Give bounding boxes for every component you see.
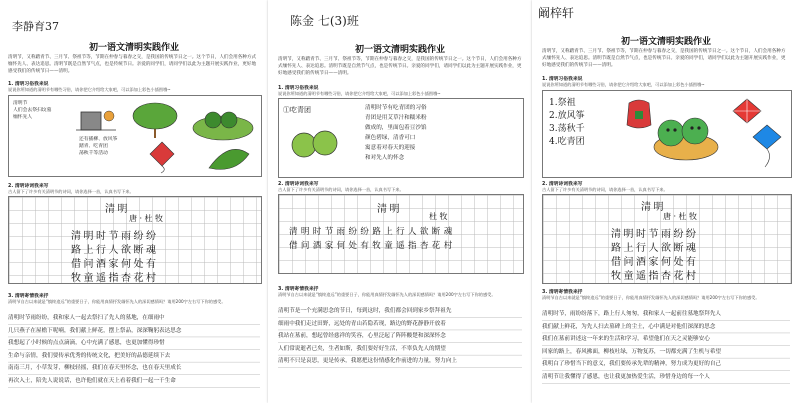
custom-label: ①吃青团 xyxy=(283,106,311,114)
custom-item: 3.荡秋千 xyxy=(549,124,585,134)
intro-text: 清明节，又称踏青节、三月节、祭祖节等，节期在仲春与暮春之交，是我国的传统节日之一。这个节日，人们会用各种方式缅怀先人、表达追思。清明节既是自然节气点，也是传统节日。亲爱的同学们，请同学们以此为主题开展实践作业，更好地感受我们的传统节日——清明。 xyxy=(278,57,522,76)
worksheet-1 xyxy=(0,0,268,403)
poem-title: 清明 xyxy=(377,204,402,215)
student-name: 李静育37 xyxy=(12,20,59,33)
poem-title: 清明 xyxy=(105,204,130,215)
section-2-prompt: 古人留下了许多有关清明节的诗词，请你选择一首，认真书写下来。 xyxy=(8,189,134,194)
poem-grid xyxy=(542,194,792,284)
essay-line: 清明节是一个充满思念的节日，每到这时，我们都会回到家乡祭拜祖先 xyxy=(278,308,452,314)
worksheet-3 xyxy=(532,0,800,403)
section-3-prompt: 清明节自古以来就是“慎终追远”的重要日子，你能用真情抒发缅怀先人的深切感情吗？请用200字左右写下你的感受。 xyxy=(542,295,760,300)
leaf-drawing-icon xyxy=(205,144,253,172)
assignment-title: 初一语文清明实践作业 xyxy=(88,43,179,53)
custom-item: 1.祭祖 xyxy=(549,98,576,108)
assignment-title: 初一语文清明实践作业 xyxy=(354,45,445,55)
section-3-heading: 3. 清明寄情我来抒 xyxy=(542,290,583,295)
essay-line: 生命与亲情，我们要传承优秀的传统文化，把美好的品德延续下去 xyxy=(8,352,171,359)
section-1-prompt: 说说你所知道的清明节有哪些习俗，请你把它介绍给大家吧，可以添加上彩色小插图哦~ xyxy=(278,91,441,96)
custom-note: 人们会去祭扫坟墓 xyxy=(13,108,52,113)
qingtuan-plate-drawing-icon xyxy=(191,102,255,142)
poem-line-2: 路上行人欲断魂 xyxy=(611,243,699,254)
section-3-heading: 3. 清明寄情我来抒 xyxy=(8,294,49,299)
customs-box xyxy=(542,90,792,178)
section-1-heading: 1. 清明习俗我来说 xyxy=(8,82,49,87)
poem-line-3: 借问酒家何处有 xyxy=(71,259,159,270)
custom-note: 寓意着对春天的迎接 xyxy=(365,145,416,151)
student-name: 阚梓轩 xyxy=(538,6,575,20)
section-2-prompt: 古人留下了许多有关清明节的诗词，请你选择一首，认真书写下来。 xyxy=(542,187,668,192)
customs-box xyxy=(278,98,524,178)
intro-text: 清明节，又称踏青节、三月节、祭祖节等，节期在仲春与暮春之交，是我国的传统节日之一。这个节日，人们会用各种方式缅怀先人、表达追思。清明节既是自然节气点，也是传统节日。亲爱的同学们，请同学们以此为主题开展实践作业，更好地感受我们的传统节日——清明。 xyxy=(542,49,786,68)
custom-note: 和对先人的怀念 xyxy=(365,155,405,161)
essay-line: 我想起了小时候的点点滴滴，心中充满了感恩，也更加懂得珍惜 xyxy=(8,340,165,347)
customs-notes xyxy=(365,103,519,163)
custom-note: 做成的，里面包着豆沙馅 xyxy=(365,125,427,131)
custom-note: 还有插柳、放风筝 xyxy=(79,137,118,142)
poem-line-4: 牧童遥指杏花村 xyxy=(611,271,699,282)
essay-line: 细雨中我们走过田野，远处的青山若隐若现，路边的野花静静开放着 xyxy=(278,320,446,327)
essay-line: 回家的路上，春风拂面，柳枝吐绿，万物复苏，一切都充满了生机与希望 xyxy=(542,348,722,355)
custom-note: 颜色碧绿，清香可口 xyxy=(365,135,416,141)
qingtuan-bowl-drawing-icon xyxy=(651,105,721,163)
poem-line-2: 路上行人欲断魂 xyxy=(71,245,159,256)
essay-line: 清明时节雨纷纷，我和家人一起去祭扫了先人的墓地，在细雨中 xyxy=(8,315,165,321)
section-1-prompt: 说说你所知道的清明节有哪些习俗，请你把它介绍给大家吧，可以添加上彩色小插图哦~ xyxy=(542,82,705,87)
essay-line: 清明节让我懂得了感恩，也让我更加热爱生活，珍惜身边的每一个人 xyxy=(542,373,710,380)
essay-line: 几只燕子在屋檐下呢喃，我们献上鲜花，摆上祭品，深深鞠躬表达思念 xyxy=(8,327,182,334)
section-2-heading: 2. 清明诗词我来写 xyxy=(278,182,319,187)
essay-area xyxy=(542,308,790,386)
section-3-heading: 3. 清明寄情我来抒 xyxy=(278,287,319,292)
poem-line-2: 借问酒家何处有牧童遥指杏花村 xyxy=(289,241,456,251)
essay-line: 清明不只是哀思，更是传承，我愿把这份情感化作前进的力量，努力向上 xyxy=(278,358,458,365)
customs-box xyxy=(8,95,262,177)
essay-line: 我明白了珍惜当下的意义，我们要传承先辈的精神，努力成为更好的自己 xyxy=(542,361,722,368)
essay-line: 人们常说逝者已矣，生者如斯，我们要好好生活，不辜负先人的期望 xyxy=(278,345,446,352)
poem-grid xyxy=(8,196,262,284)
poem-title: 清明 xyxy=(641,202,666,213)
assignment-title: 初一语文清明实践作业 xyxy=(620,37,711,47)
poem-line-1: 清明时节雨纷纷 xyxy=(611,229,699,240)
poem-author: 杜牧 xyxy=(429,212,450,221)
essay-area xyxy=(8,312,260,390)
section-3-prompt: 清明节自古以来就是“慎终追远”的重要日子，你能用真情抒发缅怀先人的深切感情吗？请用200字左右写下你的感受。 xyxy=(8,299,226,304)
section-1-prompt: 说说你所知道的清明节有哪些习俗，请你把它介绍给大家吧，可以添加上彩色小插图哦~ xyxy=(8,87,171,92)
essay-line: 我们献上鲜花，为先人扫去墓碑上的尘土，心中满是对他们深深的思念 xyxy=(542,323,716,330)
qingtuan-drawing-icon xyxy=(289,123,339,163)
kites-drawing-icon xyxy=(729,97,785,173)
section-3-prompt: 清明节自古以来就是“慎终追远”的重要日子，你能用真情抒发缅怀先人的深切感情吗？请用200字左右写下你的感受。 xyxy=(278,292,496,297)
custom-note: 踏青、吃青团 xyxy=(79,144,108,149)
poem-line-3: 借问酒家何处有 xyxy=(611,257,699,268)
poem-line-1: 清明时节雨纷纷路上行人欲断魂 xyxy=(289,227,456,237)
kite-drawing-icon xyxy=(147,140,177,174)
custom-note: 缅怀先人 xyxy=(13,115,33,120)
poem-line-1: 清明时节雨纷纷 xyxy=(71,231,159,242)
essay-line: 再次入土，陪先人说说话，也许他们就在天上看着我们一起一千生命 xyxy=(8,377,176,384)
section-2-heading: 2. 清明诗词我来写 xyxy=(8,184,49,189)
section-1-heading: 1. 清明习俗我来说 xyxy=(278,86,319,91)
custom-note: 青团是用艾草汁和糯米粉 xyxy=(365,115,427,121)
custom-item: 4.吃青团 xyxy=(549,137,585,147)
essay-line: 清明时节，雨纷纷落下，路上行人匆匆，我和家人一起前往墓地祭拜先人 xyxy=(542,311,722,317)
poem-author: 唐·杜牧 xyxy=(663,212,700,221)
customs-list xyxy=(549,97,585,149)
section-2-heading: 2. 清明诗词我来写 xyxy=(542,182,583,187)
tomb-sweeping-drawing-icon xyxy=(71,102,121,132)
essay-line: 南南三月，小草发芽，柳枝轻摇，我们在春天里怀念，也在春天里成长 xyxy=(8,365,182,372)
essay-area xyxy=(278,305,522,369)
essay-line: 我站在墓前，想起曾经慈祥的笑容，心里泛起了阵阵酸楚和深深怀念 xyxy=(278,333,446,340)
section-2-prompt: 古人留下了许多有关清明节的诗词，请你选择一首，认真书写下来。 xyxy=(278,187,404,192)
essay-line: 我们在墓前讲述这一年来的生活和学习，希望他们在天之灵能够安心 xyxy=(542,336,710,343)
poem-line-4: 牧童遥指杏花村 xyxy=(71,273,159,284)
section-1-heading: 1. 清明习俗我来说 xyxy=(542,77,583,82)
custom-note: 清明时节有吃青团的习俗 xyxy=(365,105,427,111)
worksheet-2 xyxy=(268,0,532,403)
poem-grid xyxy=(278,194,524,274)
custom-note: 清明节 xyxy=(13,101,28,106)
custom-item: 2.放风筝 xyxy=(549,111,585,121)
willow-tree-drawing-icon xyxy=(127,100,183,140)
intro-text: 清明节，又称踏青节、三月节、祭祖节等，节期在仲春与暮春之交，是我国的传统节日之一。这个节日，人们会用各种方式缅怀先人、表达追思。清明节既是自然节气点，也是传统节日。亲爱的同学们，请同学们以此为主题开展实践作业，更好地感受我们的传统节日——清明。 xyxy=(8,55,257,74)
poem-author: 唐·杜牧 xyxy=(129,214,166,223)
custom-note: 荡秋千等活动 xyxy=(79,151,108,156)
student-name: 陈金 七(3)班 xyxy=(290,14,359,28)
